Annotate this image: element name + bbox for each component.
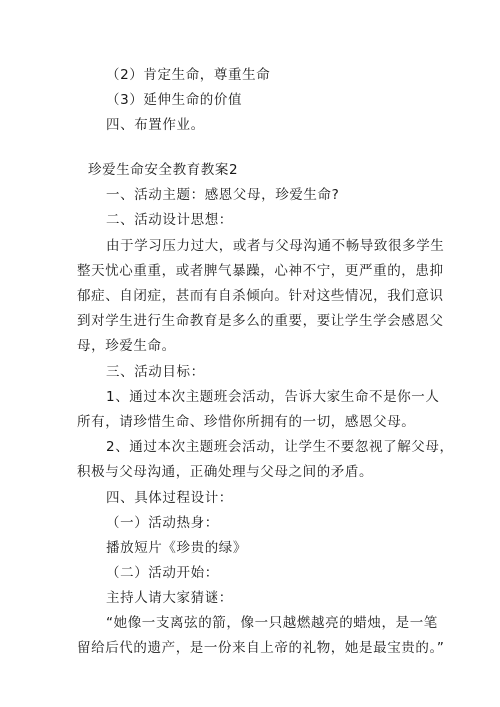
text-line: 留给后代的遗产，是一份来自上帝的礼物，她是最宝贵的。” [77, 640, 445, 656]
text-line: 2、通过本次主题班会活动，让学生不要忽视了解父母， [106, 439, 454, 455]
text-line: （3）延伸生命的价值 [106, 92, 243, 108]
text-line: 主持人请大家猜谜： [106, 590, 233, 606]
text-line: 到对学生进行生命教育是多么的重要，要让学生学会感恩父 [77, 313, 444, 329]
text-line: 积极与父母沟通，正确处理与父母之间的矛盾。 [77, 464, 374, 480]
text-line: 四、具体过程设计： [106, 490, 233, 506]
text-line: 整天忧心重重，或者脾气暴躁，心神不宁，更严重的，患抑 [77, 263, 444, 279]
text-line: 一、活动主题：感恩父母，珍爱生命? [106, 187, 340, 203]
text-line: 由于学习压力过大，或者与父母沟通不畅导致很多学生 [106, 238, 445, 254]
text-line: 郁症、自闭症，甚而有自杀倾向。针对这些情况，我们意识 [77, 288, 444, 304]
text-line: （2）肯定生命，尊重生命 [106, 67, 271, 83]
text-line: 二、活动设计思想： [106, 212, 233, 228]
text-line: 四、布置作业。 [106, 117, 205, 133]
text-line: 母，珍爱生命。 [77, 338, 176, 354]
text-line: 所有，请珍惜生命、珍惜你所拥有的一切，感恩父母。 [77, 414, 416, 430]
text-line: 三、活动目标： [106, 364, 205, 380]
text-line: （二）活动开始： [106, 565, 219, 581]
text-line: 播放短片《珍贵的绿》 [106, 540, 247, 556]
text-line: “她像一支离弦的箭，像一只越燃越亮的蜡烛，是一笔 [106, 615, 438, 631]
section-title: 珍爱生命安全教育教案2 [88, 162, 239, 178]
text-line: 1、通过本次主题班会活动，告诉大家生命不是你一人 [106, 389, 440, 405]
text-line: （一）活动热身： [106, 515, 219, 531]
